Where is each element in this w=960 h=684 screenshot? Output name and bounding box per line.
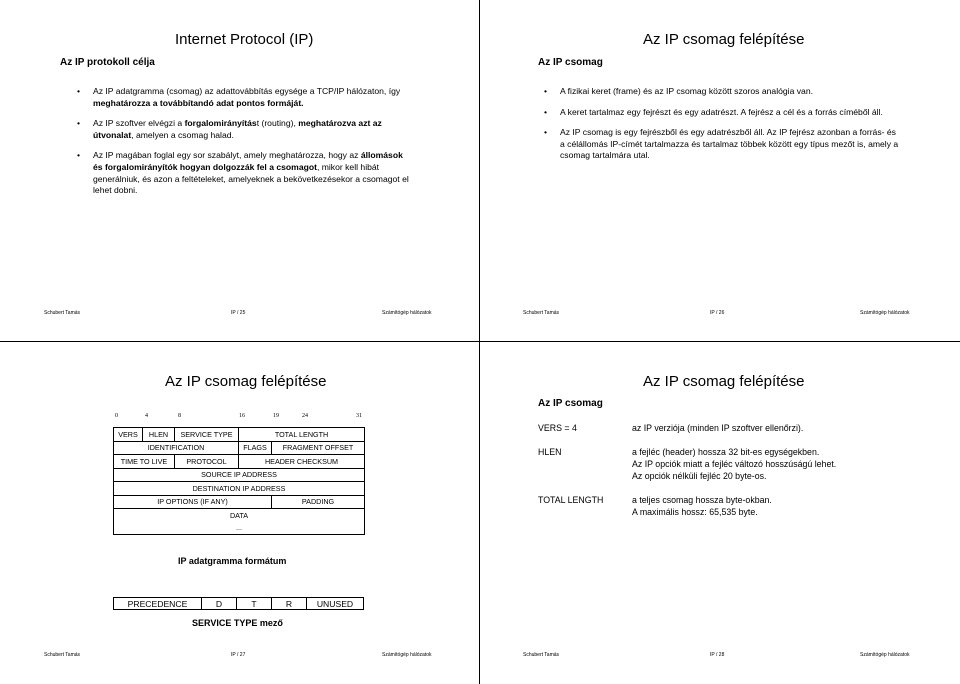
- ip-header-format-table: [113, 427, 365, 535]
- bullet-item: [75, 86, 410, 109]
- field-data-continued: ...: [114, 522, 365, 535]
- definition-line: Az opciók nélküli fejléc 20 byte-os.: [632, 471, 767, 481]
- bullet-text-run: meghatározva azt az útvonalat: [93, 118, 382, 140]
- bit-number: 16: [239, 413, 245, 419]
- footer-author: Schubert Tamás: [523, 652, 560, 658]
- bullet-item: • A fizikai keret (frame) és az IP csomag között szoros analógia van.: [542, 86, 902, 98]
- footer-course: Számítógép hálózatok: [860, 310, 910, 316]
- service-caption: SERVICE TYPE mező: [192, 618, 283, 628]
- format-caption: IP adatgramma formátum: [178, 556, 287, 566]
- definition-line: az IP verziója (minden IP szoftver ellenőrzi).: [632, 423, 804, 433]
- bullet-text-run: Az IP magában foglal egy sor szabályt, amely meghatározza, hogy az: [93, 150, 361, 161]
- definition-line: A maximális hossz: 65,535 byte.: [632, 507, 758, 517]
- field-padding: PADDING: [272, 495, 365, 509]
- slide-subtitle: Az IP csomag: [538, 57, 603, 68]
- slide-ip-27: [0, 342, 480, 684]
- bit-number-ruler: [115, 413, 365, 421]
- field-service-type: SERVICE TYPE: [175, 428, 239, 442]
- definition-description: [632, 422, 872, 434]
- definition-line: a fejléc (header) hossza 32 bit-es egységekben.: [632, 447, 820, 457]
- field-t: T: [237, 598, 272, 610]
- bullet-list: [75, 86, 410, 206]
- definition-description: [632, 446, 872, 482]
- header-row: [114, 428, 365, 442]
- field-hlen: HLEN: [143, 428, 175, 442]
- field-fragment-offset: FRAGMENT OFFSET: [272, 441, 365, 455]
- bit-number: 24: [302, 413, 308, 419]
- bullet-text-run: Az IP szoftver elvégzi a: [93, 118, 185, 129]
- field-time-to-live: TIME TO LIVE: [114, 455, 175, 469]
- slide-title: Az IP csomag felépítése: [643, 31, 805, 48]
- bit-number: 19: [273, 413, 279, 419]
- bullet-item: • A keret tartalmaz egy fejrészt és egy adatrészt. A fejrész a cél és a forrás címéből áll.: [542, 107, 902, 119]
- definition-row: [538, 446, 872, 482]
- slide-ip-26: [480, 0, 960, 342]
- field-ip-options: IP OPTIONS (IF ANY): [114, 495, 272, 509]
- header-row: [114, 441, 365, 455]
- field-destination-ip: DESTINATION IP ADDRESS: [114, 482, 365, 496]
- footer-course: Számítógép hálózatok: [860, 652, 910, 658]
- footer-page: IP / 25: [231, 310, 246, 316]
- bit-number: 4: [145, 413, 148, 419]
- definition-term: TOTAL LENGTH: [538, 495, 604, 505]
- bullet-text-run: Az IP adatgramma (csomag) az adattovábbítás egysége a TCP/IP hálózaton, így: [93, 86, 401, 96]
- slide-subtitle: Az IP protokoll célja: [60, 57, 155, 68]
- slide-title: Az IP csomag felépítése: [165, 373, 327, 390]
- bullet-text-run: meghatározza a továbbítandó adat pontos formáját.: [93, 97, 304, 108]
- definition-row: [538, 422, 872, 434]
- definition-list: [538, 422, 872, 530]
- field-unused: UNUSED: [307, 598, 364, 610]
- bullet-text-run: forgalomirányítás: [184, 118, 257, 129]
- slide-title: Az IP csomag felépítése: [643, 373, 805, 390]
- service-type-table: [113, 597, 364, 610]
- footer-author: Schubert Tamás: [523, 310, 560, 316]
- bit-number: 31: [356, 413, 362, 419]
- bit-number: 8: [178, 413, 181, 419]
- field-data: DATA: [114, 509, 365, 522]
- bullet-text-run: t (routing),: [256, 118, 299, 129]
- header-row: [114, 509, 365, 522]
- field-header-checksum: HEADER CHECKSUM: [239, 455, 365, 469]
- footer-author: Schubert Tamás: [44, 310, 81, 316]
- slide-subtitle: Az IP csomag: [538, 398, 603, 409]
- bullet-item: • Az IP csomag is egy fejrészből és egy adatrészből áll. Az IP fejrész azonban a forrás- és a célállomás IP-címét tartalmazza és tartalmaz többek között egy típus mezőt is, amely a csomag tartalmára utal.: [542, 127, 902, 162]
- definition-line: a teljes csomag hossza byte-okban.: [632, 495, 772, 505]
- field-d: D: [202, 598, 237, 610]
- slide-ip-28: [480, 342, 960, 684]
- footer-page: IP / 26: [710, 310, 725, 316]
- field-source-ip: SOURCE IP ADDRESS: [114, 468, 365, 482]
- slide-ip-25: [0, 0, 480, 342]
- service-row: [114, 598, 364, 610]
- bullet-item: [75, 118, 410, 141]
- header-row: [114, 455, 365, 469]
- bullet-list: [542, 86, 902, 171]
- footer-course: Számítógép hálózatok: [382, 310, 432, 316]
- bullet-text-run: , mikor kell hibát generálniuk, és azon a feltételeket, amelyeknek a bekövetkezésekor a csomagot el lehet dobni.: [93, 161, 409, 196]
- field-precedence: PRECEDENCE: [114, 598, 202, 610]
- bit-number: 0: [115, 413, 118, 419]
- bullet-text-run: , amelyen a csomag halad.: [131, 129, 234, 140]
- field-protocol: PROTOCOL: [175, 455, 239, 469]
- definition-line: Az IP opciók miatt a fejléc változó hosszúságú lehet.: [632, 459, 837, 469]
- footer-author: Schubert Tamás: [44, 652, 81, 658]
- field-flags: FLAGS: [239, 441, 272, 455]
- footer-course: Számítógép hálózatok: [382, 652, 432, 658]
- field-r: R: [272, 598, 307, 610]
- field-identification: IDENTIFICATION: [114, 441, 239, 455]
- field-total-length: TOTAL LENGTH: [239, 428, 365, 442]
- footer-page: IP / 28: [710, 652, 725, 658]
- bullet-text-run: állomások és forgalomirányítók hogyan dolgozzák fel a csomagot: [93, 150, 403, 172]
- definition-description: [632, 494, 872, 518]
- bullet-item: [75, 150, 410, 196]
- footer-page: IP / 27: [231, 652, 246, 658]
- header-row: [114, 522, 365, 535]
- field-vers: VERS: [114, 428, 143, 442]
- slide-title: Internet Protocol (IP): [175, 31, 314, 48]
- header-row: [114, 468, 365, 482]
- definition-row: [538, 494, 872, 518]
- definition-term: HLEN: [538, 447, 562, 457]
- definition-term: VERS = 4: [538, 423, 577, 433]
- header-row: [114, 482, 365, 496]
- header-row: [114, 495, 365, 509]
